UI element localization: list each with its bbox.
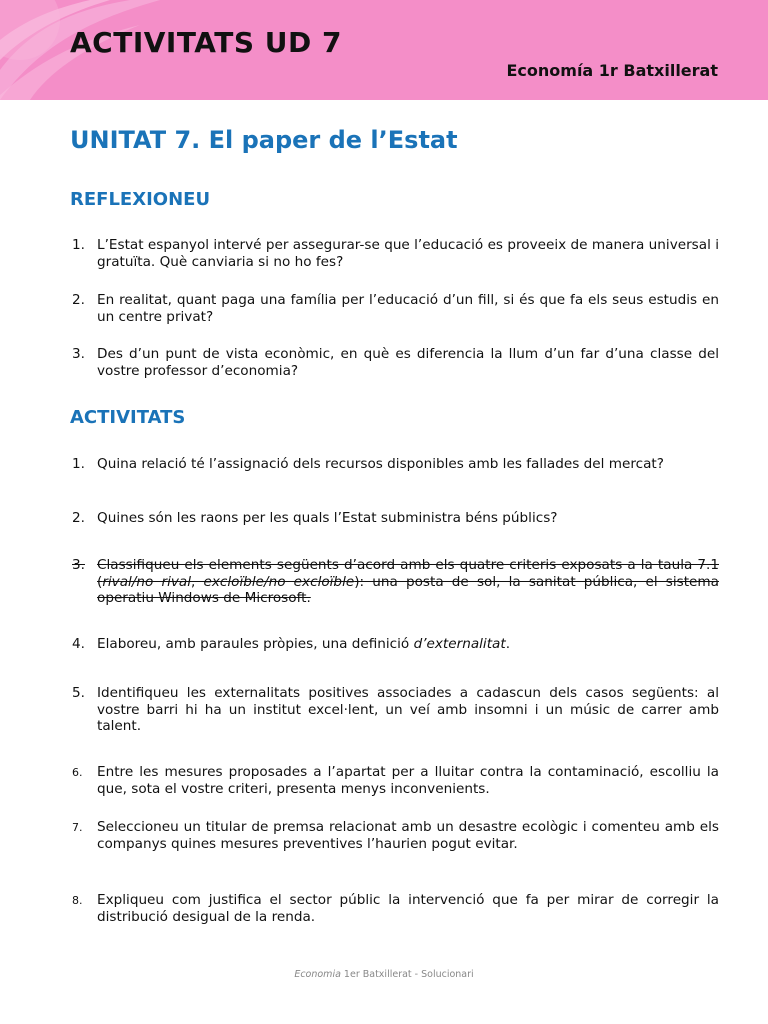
item-number: 8. (72, 894, 83, 907)
emphasis-text: d’externalitat (413, 636, 506, 652)
item-text: En realitat, quant paga una família per l’educació d’un fill, si és que fa els seus estudis en un centre privat? (97, 292, 719, 325)
item-text (97, 557, 719, 607)
footer-emphasis: Economia (294, 969, 341, 980)
item-number: 1. (72, 456, 85, 472)
section-heading-activitats: ACTIVITATS (70, 407, 186, 428)
item-text: Seleccioneu un titular de premsa relacionat amb un desastre ecològic i comenteu amb els companys quines mesures preventives l’haurien pogut evitar. (97, 819, 719, 852)
page-footer (0, 969, 768, 980)
item-text: Des d’un punt de vista econòmic, en què es diferencia la llum d’un far d’una classe del vostre professor d’economia? (97, 346, 719, 379)
item-text: L’Estat espanyol intervé per assegurar-se que l’educació es proveeix de manera universal i gratuïta. Què canviaria si no ho fes? (97, 237, 719, 270)
list-item (72, 237, 719, 270)
text-segment: ): una posta de sol, la sanitat pública, el sistema operatiu Windows de Microsoft. (97, 573, 719, 606)
item-number: 2. (72, 292, 85, 308)
item-number: 1. (72, 237, 85, 253)
list-item (72, 292, 719, 325)
item-text (97, 636, 719, 653)
item-number: 7. (72, 821, 83, 834)
list-item (72, 636, 719, 653)
item-text: Quina relació té l’assignació dels recursos disponibles amb les fallades del mercat? (97, 456, 664, 472)
text-segment: Elaboreu, amb paraules pròpies, una definició (97, 636, 414, 652)
list-item (72, 819, 719, 852)
text-segment: . (505, 636, 511, 652)
item-number: 6. (72, 766, 83, 779)
item-number: 4. (72, 636, 85, 652)
item-number: 3. (72, 346, 85, 362)
list-item (72, 685, 719, 735)
item-number: 3. (72, 557, 85, 573)
header-title: ACTIVITATS UD 7 (70, 26, 342, 59)
emphasis-text: excloïble/no excloïble (203, 573, 355, 590)
item-text: Entre les mesures proposades a l’apartat per a lluitar contra la contaminació, escolliu la que, sota el vostre criteri, presenta menys inconvenients. (97, 764, 719, 797)
text-segment: , (191, 573, 204, 590)
list-item (72, 764, 719, 797)
item-number: 2. (72, 510, 85, 526)
section-heading-reflexioneu: REFLEXIONEU (70, 189, 211, 210)
item-text: Expliqueu com justifica el sector públic la intervenció que fa per mirar de corregir la distribució desigual de la renda. (97, 892, 719, 925)
list-item (72, 456, 719, 473)
list-item (72, 510, 719, 527)
item-text: Quines són les raons per les quals l’Estat subministra béns públics? (97, 510, 558, 526)
list-item (72, 346, 719, 379)
footer-text: 1er Batxillerat - Solucionari (340, 969, 474, 980)
unit-title: UNITAT 7. El paper de l’Estat (70, 126, 458, 154)
page-header (0, 0, 768, 100)
text-segment: Classifiqueu els elements següents d’acord amb els quatre criteris exposats a la taula 7.1 ( (97, 557, 719, 590)
list-item-struck (72, 557, 719, 607)
emphasis-text: rival/no rival (102, 573, 192, 590)
list-item (72, 892, 719, 925)
header-subtitle: Economía 1r Batxillerat (506, 61, 718, 80)
item-number: 5. (72, 685, 85, 701)
item-text: Identifiqueu les externalitats positives associades a cadascun dels casos següents: al vostre barri hi ha un institut excel·lent, un veí amb insomni i un músic de carrer amb talent. (97, 685, 719, 734)
